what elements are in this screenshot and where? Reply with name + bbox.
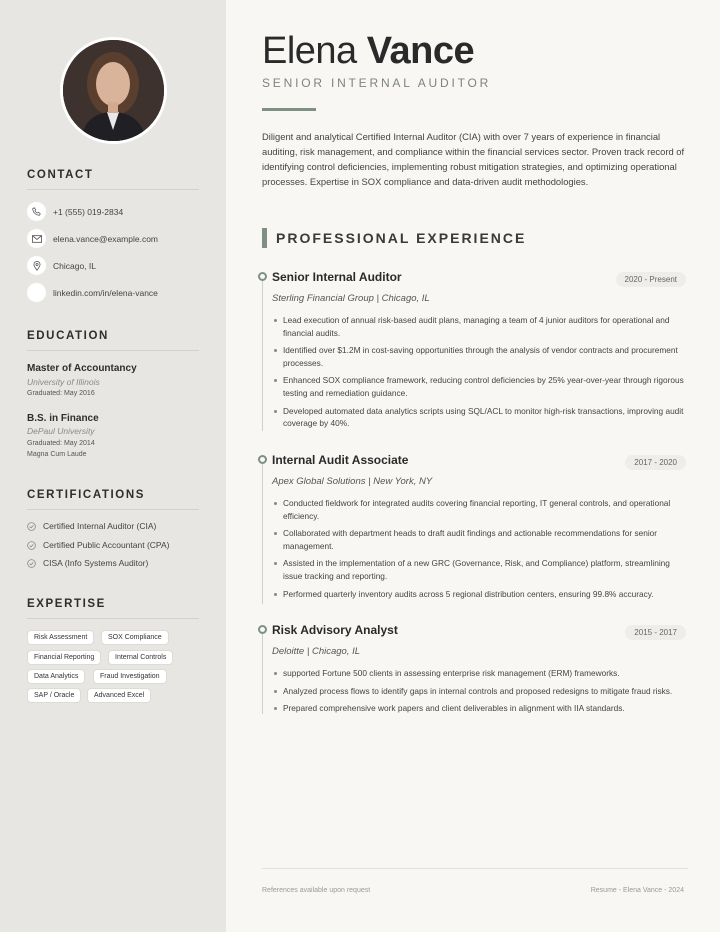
check-circle-icon [27,541,36,550]
job-title: Internal Audit Associate [272,453,409,467]
skill-tag: Fraud Investigation [93,669,167,684]
footer-note: References available upon request [262,887,371,894]
first-name: Elena [262,30,357,72]
job-company: Deloitte | Chicago, IL [272,646,361,657]
contact-phone-text: +1 (555) 019-2834 [53,206,124,217]
certification-label: CISA (Info Systems Auditor) [43,558,149,568]
portrait-image [63,40,164,141]
skill-tag: Data Analytics [27,669,85,684]
job-company: Apex Global Solutions | New York, NY [272,476,433,487]
job-bullet: Developed automated data analytics scripts using SQL/ACL to monitor high-risk transactions, improving audit coverage by 40%. [283,405,684,429]
certification-item [27,521,156,531]
education-degree: Master of Accountancy [27,363,137,374]
profile-photo [60,37,167,144]
certification-item [27,558,148,568]
timeline-line [262,279,263,431]
timeline-line [262,462,263,604]
job-bullets [283,667,685,720]
skill-tag: Risk Assessment [27,630,94,645]
certification-label: Certified Internal Auditor (CIA) [43,521,157,531]
timeline-dot [258,455,267,464]
job-company: Sterling Financial Group | Chicago, IL [272,293,430,304]
job-bullet: Assisted in the implementation of a new GRC (Governance, Risk, and Compliance) platform, streamlining issue tracking and reporting. [283,557,685,582]
job-bullet: supported Fortune 500 clients in assessing enterprise risk management (ERM) frameworks. [283,667,685,680]
check-circle-icon [27,522,36,531]
heading-accent-bar [262,228,267,248]
education-heading: EDUCATION [27,330,199,351]
experience-heading-text: PROFESSIONAL EXPERIENCE [276,230,527,246]
job-title-heading: SENIOR INTERNAL AUDITOR [262,76,492,90]
skill-tag: Advanced Excel [87,688,151,703]
job-dates: 2015 - 2017 [625,625,686,640]
timeline-line [262,632,263,714]
job-dates: 2020 - Present [616,272,686,287]
check-circle-icon [27,559,36,568]
full-name [262,30,474,73]
education-graduated: Graduated: May 2014 [27,440,95,447]
job-title: Senior Internal Auditor [272,270,402,284]
job-bullet: Collaborated with department heads to draft audit findings and actionable recommendations for senior management. [283,527,685,552]
job-title: Risk Advisory Analyst [272,623,398,637]
certification-label: Certified Public Accountant (CPA) [43,540,170,550]
skill-tag: Financial Reporting [27,650,101,665]
last-name: Vance [366,30,475,72]
education-degree: B.S. in Finance [27,413,99,424]
job-bullet: Analyzed process flows to identify gaps in internal controls and proposed redesigns to mitigate fraud risks. [283,685,685,698]
experience-heading [262,228,526,248]
contact-linkedin-text: linkedin.com/in/elena-vance [53,287,158,298]
education-graduated: Graduated: May 2016 [27,390,95,397]
job-bullet: Conducted fieldwork for integrated audits covering financial reporting, IT general controls, and operational efficiency. [283,497,685,522]
job-bullet: Enhanced SOX compliance framework, reducing control deficiencies by 25% year-over-year through rigorous testing and remediation guidance. [283,375,684,398]
contact-phone[interactable] [27,202,123,221]
footer-label: Resume - Elena Vance - 2024 [590,887,684,894]
contact-heading: CONTACT [27,169,199,190]
job-bullet: Identified over $1.2M in cost-saving opportunities through the analysis of vendor contracts and procurement processes. [283,344,685,369]
job-bullets [283,497,685,605]
timeline-dot [258,272,267,281]
education-honors: Magna Cum Laude [27,451,87,458]
certifications-heading: CERTIFICATIONS [27,489,199,510]
job-bullet: Lead execution of annual risk-based audit plans, managing a team of 4 junior auditors for operational and financial audits. [283,314,685,339]
contact-email[interactable] [27,229,158,248]
linkedin-icon [27,283,46,302]
expertise-heading: EXPERTISE [27,598,199,619]
contact-location-text: Chicago, IL [53,260,96,271]
job-bullet: Performed quarterly inventory audits across 5 regional distribution centers, ensuring 99.8% accuracy. [283,588,685,601]
phone-icon [27,202,46,221]
profile-summary: Diligent and analytical Certified Internal Auditor (CIA) with over 7 years of experience in financial auditing, risk management, and compliance within the financial services sector. Proven track record of identifying control deficiencies, implementing robust mitigation strategies, and optimizing operational processes. Expertise in SOX compliance and data-driven audit methodologies. [262,131,685,187]
skill-tag: SAP / Oracle [27,688,81,703]
certification-item [27,540,169,550]
timeline-dot [258,625,267,634]
accent-divider [262,108,316,111]
skill-tag: SOX Compliance [101,630,169,645]
location-icon [27,256,46,275]
job-bullet: Prepared comprehensive work papers and client deliverables in alignment with IIA standards. [283,702,685,715]
footer-divider [262,868,688,869]
education-school: University of Illinois [27,377,100,387]
mail-icon [27,229,46,248]
contact-linkedin[interactable] [27,283,158,302]
job-bullets [283,314,685,435]
contact-email-text: elena.vance@example.com [53,233,159,244]
contact-location [27,256,96,275]
job-dates: 2017 - 2020 [625,455,686,470]
skill-tag: Internal Controls [108,650,173,665]
education-school: DePaul University [27,426,95,436]
